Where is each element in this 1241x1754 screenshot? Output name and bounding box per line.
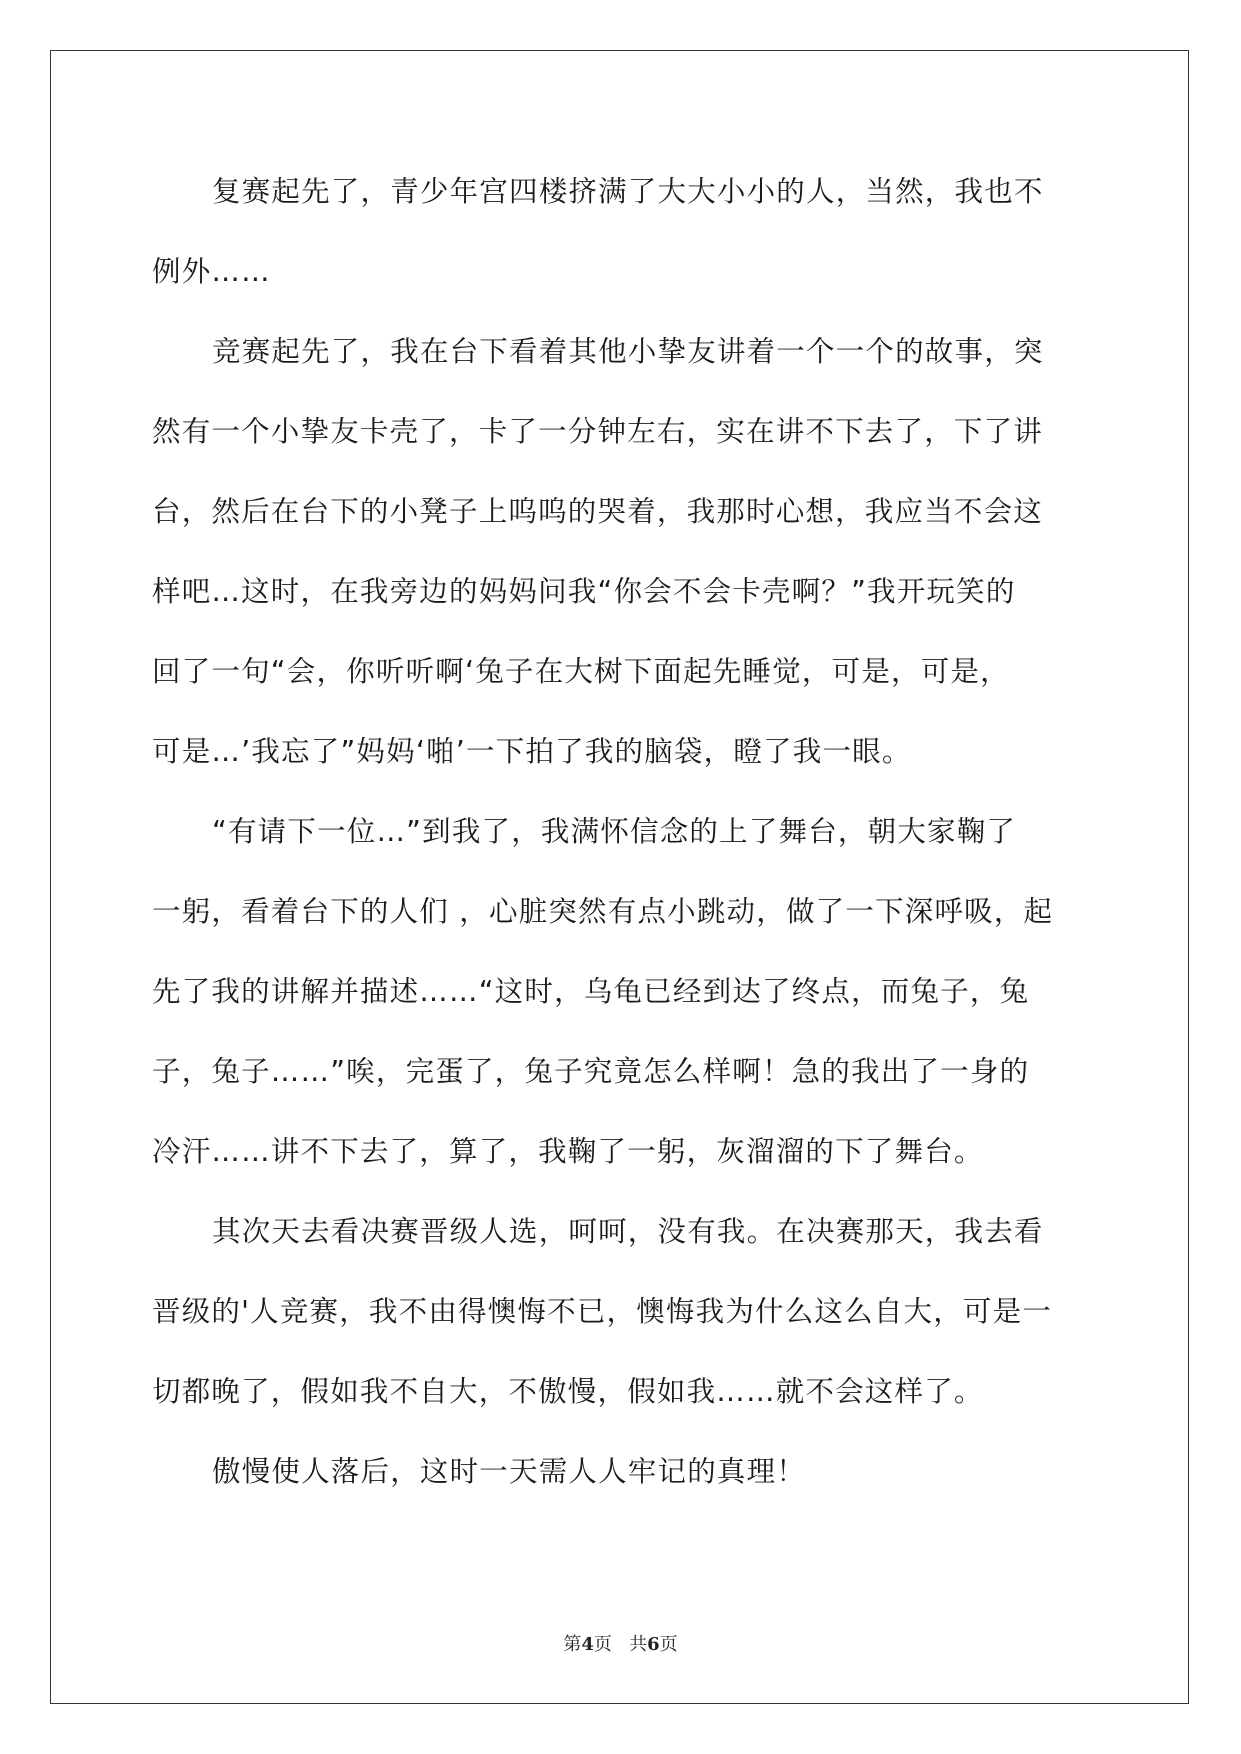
text-line: 台，然后在台下的小凳子上呜呜的哭着，我那时心想，我应当不会这 bbox=[152, 495, 1044, 528]
total-page-number: 6 bbox=[647, 1634, 660, 1655]
text-line: 冷汗……讲不下去了，算了，我鞠了一躬，灰溜溜的下了舞台。 bbox=[152, 1135, 984, 1168]
text-line: 例外…… bbox=[152, 255, 271, 288]
text-line: 切都晚了，假如我不自大，不傲慢，假如我……就不会这样了。 bbox=[152, 1375, 984, 1408]
text-line: 然有一个小挚友卡壳了，卡了一分钟左右，实在讲不下去了，下了讲 bbox=[152, 415, 1044, 448]
text-line: 样吧…这时，在我旁边的妈妈问我“你会不会卡壳啊？”我开玩笑的 bbox=[152, 575, 1016, 608]
text-line: “有请下一位…”到我了，我满怀信念的上了舞台，朝大家鞠了 bbox=[212, 815, 1017, 848]
text-line: 竞赛起先了，我在台下看着其他小挚友讲着一个一个的故事，突 bbox=[212, 335, 1044, 368]
text-line: 子，兔子……”唉，完蛋了，兔子究竟怎么样啊！急的我出了一身的 bbox=[152, 1055, 1030, 1088]
text-line: 可是…’我忘了”妈妈‘啪’一下拍了我的脑袋，瞪了我一眼。 bbox=[152, 735, 912, 768]
text-line: 先了我的讲解并描述……“这时，乌龟已经到达了终点，而兔子，兔 bbox=[152, 975, 1030, 1008]
footer-page-suffix: 页 bbox=[593, 1634, 612, 1655]
text-line: 晋级的'人竞赛，我不由得懊悔不已，懊悔我为什么这么自大，可是一 bbox=[152, 1295, 1053, 1328]
text-line: 一躬，看着台下的人们 ，心脏突然有点小跳动，做了一下深呼吸，起 bbox=[152, 895, 1054, 928]
document-body bbox=[152, 152, 1092, 1512]
footer-total-suffix: 页 bbox=[659, 1634, 678, 1655]
text-line: 其次天去看决赛晋级人选，呵呵，没有我。在决赛那天，我去看 bbox=[212, 1215, 1044, 1248]
text-line: 傲慢使人落后，这时一天需人人牢记的真理！ bbox=[212, 1455, 807, 1488]
current-page-number: 4 bbox=[581, 1634, 594, 1655]
text-line: 回了一句“会，你听听啊‘兔子在大树下面起先睡觉，可是，可是， bbox=[152, 655, 1010, 688]
footer-prefix: 第 bbox=[563, 1634, 582, 1655]
text-line: 复赛起先了，青少年宫四楼挤满了大大小小的人，当然，我也不 bbox=[212, 175, 1044, 208]
page-footer bbox=[0, 1630, 1241, 1656]
footer-total-prefix: 共 bbox=[629, 1634, 648, 1655]
